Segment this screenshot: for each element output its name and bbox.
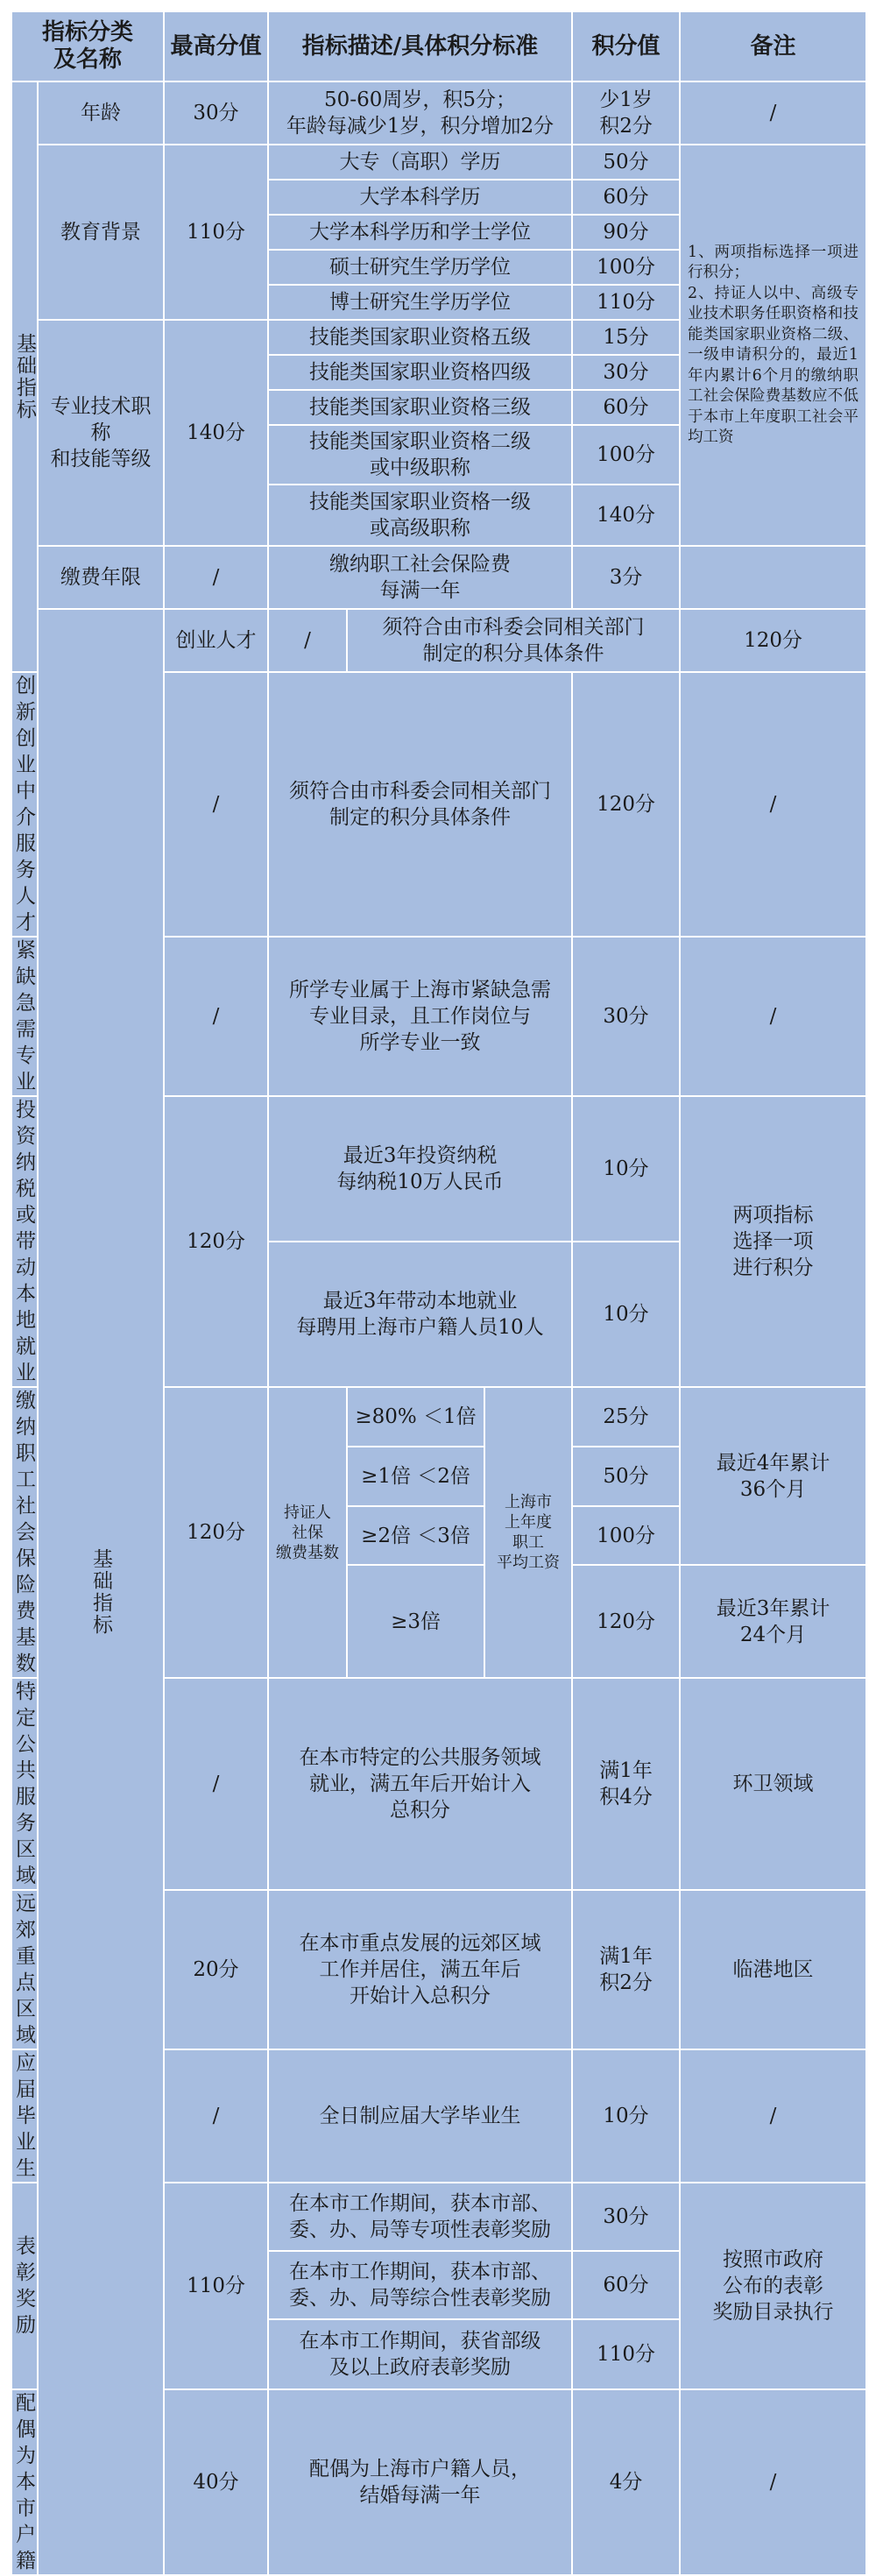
header-category: 指标分类 及名称 bbox=[11, 11, 164, 81]
criteria: 须符合由市科委会同相关部门 制定的积分具体条件 bbox=[268, 672, 572, 937]
ratio-range: ≥3倍 bbox=[347, 1565, 484, 1678]
points: 110分 bbox=[572, 285, 680, 320]
remark: 最近4年累计 36个月 bbox=[680, 1387, 866, 1565]
remark: / bbox=[680, 2049, 866, 2183]
criteria: 须符合由市科委会同相关部门 制定的积分具体条件 bbox=[347, 609, 680, 672]
points: 25分 bbox=[572, 1387, 680, 1447]
points: 30分 bbox=[572, 355, 680, 390]
indicator-name: 表彰奖励 bbox=[11, 2183, 38, 2389]
indicator-name: 特定公共 服务区域 bbox=[11, 1678, 38, 1890]
criteria: 大学本科学历 bbox=[268, 180, 572, 215]
ratio-range: ≥1倍 ＜2倍 bbox=[347, 1447, 484, 1506]
criteria: 最近3年带动本地就业 每聘用上海市户籍人员10人 bbox=[268, 1242, 572, 1387]
indicator-name: 缴费年限 bbox=[38, 546, 164, 609]
max-score: 140分 bbox=[164, 320, 268, 546]
criteria: 在本市特定的公共服务领域 就业，满五年后开始计入 总积分 bbox=[268, 1678, 572, 1890]
indicator-name: 投资纳税或 带动本地就业 bbox=[11, 1096, 38, 1387]
points: 120分 bbox=[572, 672, 680, 937]
criteria: 博士研究生学历学位 bbox=[268, 285, 572, 320]
wage-label: 上海市 上年度 职工 平均工资 bbox=[484, 1387, 572, 1678]
max-score: / bbox=[164, 672, 268, 937]
max-score: 20分 bbox=[164, 1890, 268, 2049]
points: 4分 bbox=[572, 2389, 680, 2575]
base-label: 持证人 社保 缴费基数 bbox=[268, 1387, 347, 1678]
indicator-name: 缴纳职工 社会保险费 基数 bbox=[11, 1387, 38, 1678]
table-row bbox=[11, 546, 866, 609]
points: 少1岁 积2分 bbox=[572, 81, 680, 145]
table-row bbox=[11, 145, 866, 180]
remark: / bbox=[680, 2389, 866, 2575]
max-score: / bbox=[164, 546, 268, 609]
points: 满1年 积2分 bbox=[572, 1890, 680, 2049]
points: 30分 bbox=[572, 937, 680, 1096]
remark: 两项指标 选择一项 进行积分 bbox=[680, 1096, 866, 1387]
max-score: / bbox=[268, 609, 347, 672]
points: 10分 bbox=[572, 1096, 680, 1242]
points: 60分 bbox=[572, 390, 680, 425]
max-score: / bbox=[164, 937, 268, 1096]
header-max-score: 最高分值 bbox=[164, 11, 268, 81]
criteria: 配偶为上海市户籍人员， 结婚每满一年 bbox=[268, 2389, 572, 2575]
criteria: 50-60周岁，积5分； 年龄每减少1岁，积分增加2分 bbox=[268, 81, 572, 145]
points: 60分 bbox=[572, 2251, 680, 2319]
ratio-range: ≥2倍 ＜3倍 bbox=[347, 1506, 484, 1566]
header-row bbox=[11, 11, 866, 81]
points: 10分 bbox=[572, 2049, 680, 2183]
criteria: 最近3年投资纳税 每纳税10万人民币 bbox=[268, 1096, 572, 1242]
table-row bbox=[11, 609, 866, 672]
points: 50分 bbox=[572, 1447, 680, 1506]
points: 满1年 积4分 bbox=[572, 1678, 680, 1890]
criteria: 技能类国家职业资格五级 bbox=[268, 320, 572, 355]
points: 140分 bbox=[572, 485, 680, 546]
max-score: 120分 bbox=[164, 1387, 268, 1678]
criteria: 全日制应届大学毕业生 bbox=[268, 2049, 572, 2183]
remark bbox=[680, 546, 866, 609]
criteria: 在本市工作期间，获省部级 及以上政府表彰奖励 bbox=[268, 2319, 572, 2389]
points-standard-table bbox=[11, 11, 867, 2576]
points: 100分 bbox=[572, 1506, 680, 1566]
remark: 1、两项指标选择一项进行积分； 2、持证人以中、高级专业技术职务任职资格和技能类国家职业资格二级、一级申请积分的，最近1年内累计6个月的缴纳职工社会保险费基数应不低于本市上年度职工社会平均工资 bbox=[680, 145, 866, 546]
indicator-name: 专业技术职称 和技能等级 bbox=[38, 320, 164, 546]
remark: / bbox=[680, 81, 866, 145]
criteria: 大专（高职）学历 bbox=[268, 145, 572, 180]
indicator-name: 应届毕业生 bbox=[11, 2049, 38, 2183]
points: 90分 bbox=[572, 215, 680, 250]
max-score: 110分 bbox=[164, 145, 268, 320]
indicator-name: 紧缺 急需专业 bbox=[11, 937, 38, 1096]
indicator-name: 年龄 bbox=[38, 81, 164, 145]
criteria: 技能类国家职业资格二级 或中级职称 bbox=[268, 425, 572, 485]
points: 30分 bbox=[572, 2183, 680, 2251]
points: 50分 bbox=[572, 145, 680, 180]
header-description: 指标描述/具体积分标准 bbox=[268, 11, 572, 81]
remark: 环卫领域 bbox=[680, 1678, 866, 1890]
max-score: 110分 bbox=[164, 2183, 268, 2389]
indicator-name: 创业人才 bbox=[164, 609, 268, 672]
remark: 按照市政府 公布的表彰 奖励目录执行 bbox=[680, 2183, 866, 2389]
points: 100分 bbox=[572, 425, 680, 485]
indicator-name: 教育背景 bbox=[38, 145, 164, 320]
points: 15分 bbox=[572, 320, 680, 355]
remark: 临港地区 bbox=[680, 1890, 866, 2049]
group-label-basic: 基础指标 bbox=[11, 81, 38, 672]
ratio-range: ≥80% ＜1倍 bbox=[347, 1387, 484, 1447]
points: 60分 bbox=[572, 180, 680, 215]
max-score: 30分 bbox=[164, 81, 268, 145]
table-row bbox=[11, 81, 866, 145]
header-remarks: 备注 bbox=[680, 11, 866, 81]
criteria: 缴纳职工社会保险费 每满一年 bbox=[268, 546, 572, 609]
indicator-name: 远郊 重点区域 bbox=[11, 1890, 38, 2049]
indicator-name: 配偶为 本市户籍 bbox=[11, 2389, 38, 2575]
max-score: / bbox=[164, 1678, 268, 1890]
points: 110分 bbox=[572, 2319, 680, 2389]
criteria: 所学专业属于上海市紧缺急需 专业目录，且工作岗位与 所学专业一致 bbox=[268, 937, 572, 1096]
points: 100分 bbox=[572, 250, 680, 285]
criteria: 技能类国家职业资格一级 或高级职称 bbox=[268, 485, 572, 546]
criteria: 技能类国家职业资格三级 bbox=[268, 390, 572, 425]
criteria: 在本市重点发展的远郊区域 工作并居住，满五年后 开始计入总积分 bbox=[268, 1890, 572, 2049]
points: 10分 bbox=[572, 1242, 680, 1387]
criteria: 在本市工作期间，获本市部、 委、办、局等综合性表彰奖励 bbox=[268, 2251, 572, 2319]
remark: / bbox=[680, 672, 866, 937]
criteria: 硕士研究生学历学位 bbox=[268, 250, 572, 285]
max-score: 120分 bbox=[164, 1096, 268, 1387]
max-score: / bbox=[164, 2049, 268, 2183]
criteria: 大学本科学历和学士学位 bbox=[268, 215, 572, 250]
points: 120分 bbox=[680, 609, 866, 672]
remark: / bbox=[680, 937, 866, 1096]
remark: 最近3年累计 24个月 bbox=[680, 1565, 866, 1678]
indicator-name: 创新创业中介 服务人才 bbox=[11, 672, 38, 937]
criteria: 在本市工作期间，获本市部、 委、办、局等专项性表彰奖励 bbox=[268, 2183, 572, 2251]
points: 120分 bbox=[572, 1565, 680, 1678]
header-points: 积分值 bbox=[572, 11, 680, 81]
group-label-basic-2: 基础指标 bbox=[38, 609, 164, 2575]
points: 3分 bbox=[572, 546, 680, 609]
max-score: 40分 bbox=[164, 2389, 268, 2575]
criteria: 技能类国家职业资格四级 bbox=[268, 355, 572, 390]
